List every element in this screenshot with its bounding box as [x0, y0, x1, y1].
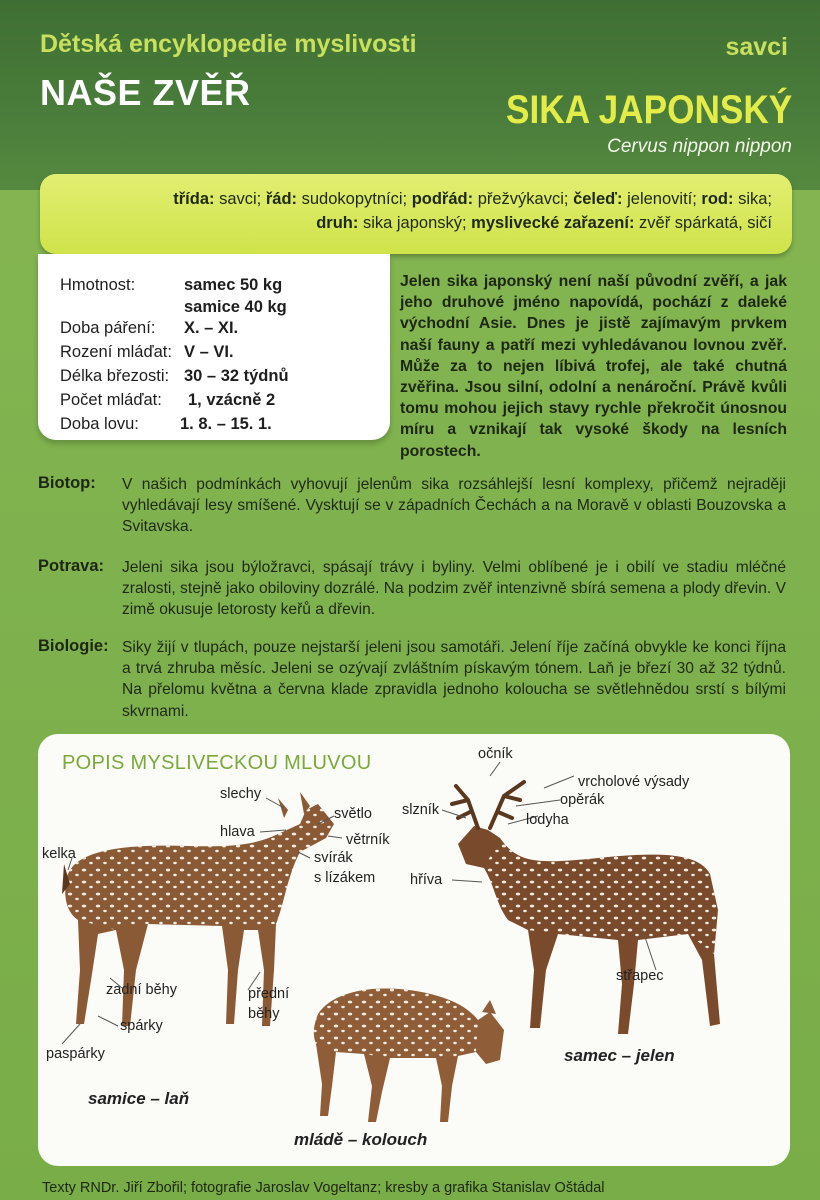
stat-label-gestation: Délka březosti: [60, 367, 170, 385]
stat-value-birth: V – VI. [184, 343, 234, 361]
label-hriva: hříva [410, 872, 443, 888]
taxonomy-family-label: čeleď: [573, 190, 623, 208]
taxonomy-class-label: třída: [173, 190, 215, 208]
stat-value-young: 1, vzácně 2 [188, 391, 276, 409]
taxonomy-hunting: zvěř spárkatá, sičí [634, 214, 772, 232]
label-kelka: kelka [42, 846, 76, 862]
taxonomy-line-2 [316, 214, 772, 233]
intro-paragraph: Jelen sika japonský není naší původní zvěří, a jak jeho druhové jméno napovídá, pochází z daleké východní Asie. Dnes je jistě zajímavým prvkem naší fauny a patří mezi vyhledávanou lovnou zvěř. Může za to nejen líbivá trofej, ale také chutná zvěřina. Jsou silní, odolní a nenároční. Právě kvůli tomu mohou jejich stavy rychle překročit únosnou míru a vznikají tak vysoké škody na lesních porostech. [400, 273, 787, 460]
taxonomy-hunting-label: myslivecké zařazení: [471, 214, 635, 232]
taxonomy-suborder: přežvýkavci; [473, 190, 574, 208]
stat-value-weight-male: samec 50 kg [184, 276, 283, 294]
potrava-text: Jeleni sika jsou býložravci, spásají trávy i byliny. Velmi oblíbené je i obilí ve stadiu mléčné zralosti, stejně jako obiloviny dozrálé. Na podzim zvěř intenzivně sbírá semena a plody dřevin. V zimě okusuje letorosty keřů a dřevin. [122, 559, 786, 619]
taxonomy-species-label: druh: [316, 214, 359, 232]
fawn-drawing [314, 989, 504, 1122]
label-vetrnik: větrník [346, 832, 390, 848]
taxonomy-order: sudokopytníci; [297, 190, 412, 208]
label-vrcholove-vysady: vrcholové výsady [578, 774, 690, 790]
label-lodyha: lodyha [526, 812, 569, 828]
taxonomy-class: savci; [214, 190, 266, 208]
taxonomy-suborder-label: podřád: [411, 190, 474, 208]
label-predni: přední [248, 986, 290, 1002]
caption-samice: samice – laň [88, 1089, 190, 1108]
label-s-lizakem: s lízákem [314, 870, 376, 886]
label-svirak: svírák [314, 850, 353, 866]
label-pasparky: paspárky [46, 1046, 105, 1062]
biotop-label: Biotop: [38, 474, 96, 492]
stat-value-hunting: 1. 8. – 15. 1. [180, 415, 272, 433]
taxonomy-line-1 [173, 190, 772, 209]
doe-drawing [62, 792, 334, 1026]
species-title: SIKA JAPONSKÝ [505, 88, 792, 132]
label-slznik: slzník [402, 802, 440, 818]
header-band [0, 0, 820, 190]
collection-title: NAŠE ZVĚŘ [40, 72, 251, 113]
taxonomy-order-label: řád: [265, 190, 298, 208]
taxonomy-species: sika japonský; [358, 214, 472, 232]
category-label: savci [725, 33, 788, 61]
taxonomy-genus-label: rod: [701, 190, 734, 208]
caption-mlade: mládě – kolouch [294, 1130, 428, 1149]
taxonomy-box [40, 174, 792, 254]
stag-drawing [452, 782, 720, 1034]
label-svetlo: světlo [334, 806, 372, 822]
stat-label-mating: Doba páření: [60, 319, 156, 337]
stat-value-gestation: 30 – 32 týdnů [184, 367, 289, 385]
series-title: Dětská encyklopedie myslivosti [40, 30, 417, 58]
credits-line: Texty RNDr. Jiří Zbořil; fotografie Jaroslav Vogeltanz; kresby a grafika Stanislav Oštádal [42, 1180, 605, 1196]
potrava-label: Potrava: [38, 557, 105, 575]
stat-value-mating: X. – XI. [184, 319, 239, 337]
stats-card [38, 254, 390, 440]
illustration-title: POPIS MYSLIVECKOU MLUVOU [62, 752, 372, 774]
label-zadni-behy: zadní běhy [106, 982, 177, 998]
latin-name: Cervus nippon nippon [607, 136, 792, 157]
illustration-card [38, 734, 790, 1166]
label-slechy: slechy [220, 786, 262, 802]
biotop-text: V našich podmínkách vyhovují jelenům sika rozsáhlejší lesní komplexy, přičemž nejraději vyhledávají lesy smíšené. Vysktují se v západních Čechách a na Moravě v oblasti Bouzovska a Svitavska. [122, 476, 786, 536]
label-ocnik: očník [478, 746, 513, 762]
caption-samec: samec – jelen [564, 1046, 675, 1065]
label-operak: opěrák [560, 792, 605, 808]
stat-label-hunting: Doba lovu: [60, 415, 139, 433]
stat-value-weight-female: samice 40 kg [184, 298, 287, 316]
label-strapec: střapec [616, 968, 664, 984]
biologie-label: Biologie: [38, 637, 109, 655]
taxonomy-family: jelenovití; [622, 190, 702, 208]
label-behy: běhy [248, 1006, 280, 1022]
label-sparky: spárky [120, 1018, 163, 1034]
stat-label-young: Počet mláďat: [60, 391, 162, 409]
biologie-text: Siky žijí v tlupách, pouze nejstarší jeleni jsou samotáři. Jelení říje začíná obvykle ke konci října a trvá zhruba měsíc. Jeleni se ozývají zvláštním pískavým tónem. Laň je březí 30 až 32 týdnů. Na přelomu května a června klade zpravidla jednoho koloucha se světlehnědou srstí s bílými skvrnami. [122, 639, 786, 720]
stat-label-weight: Hmotnost: [60, 276, 136, 294]
taxonomy-genus: sika; [733, 190, 772, 208]
stat-label-birth: Rození mláďat: [60, 343, 172, 361]
label-hlava: hlava [220, 824, 255, 840]
